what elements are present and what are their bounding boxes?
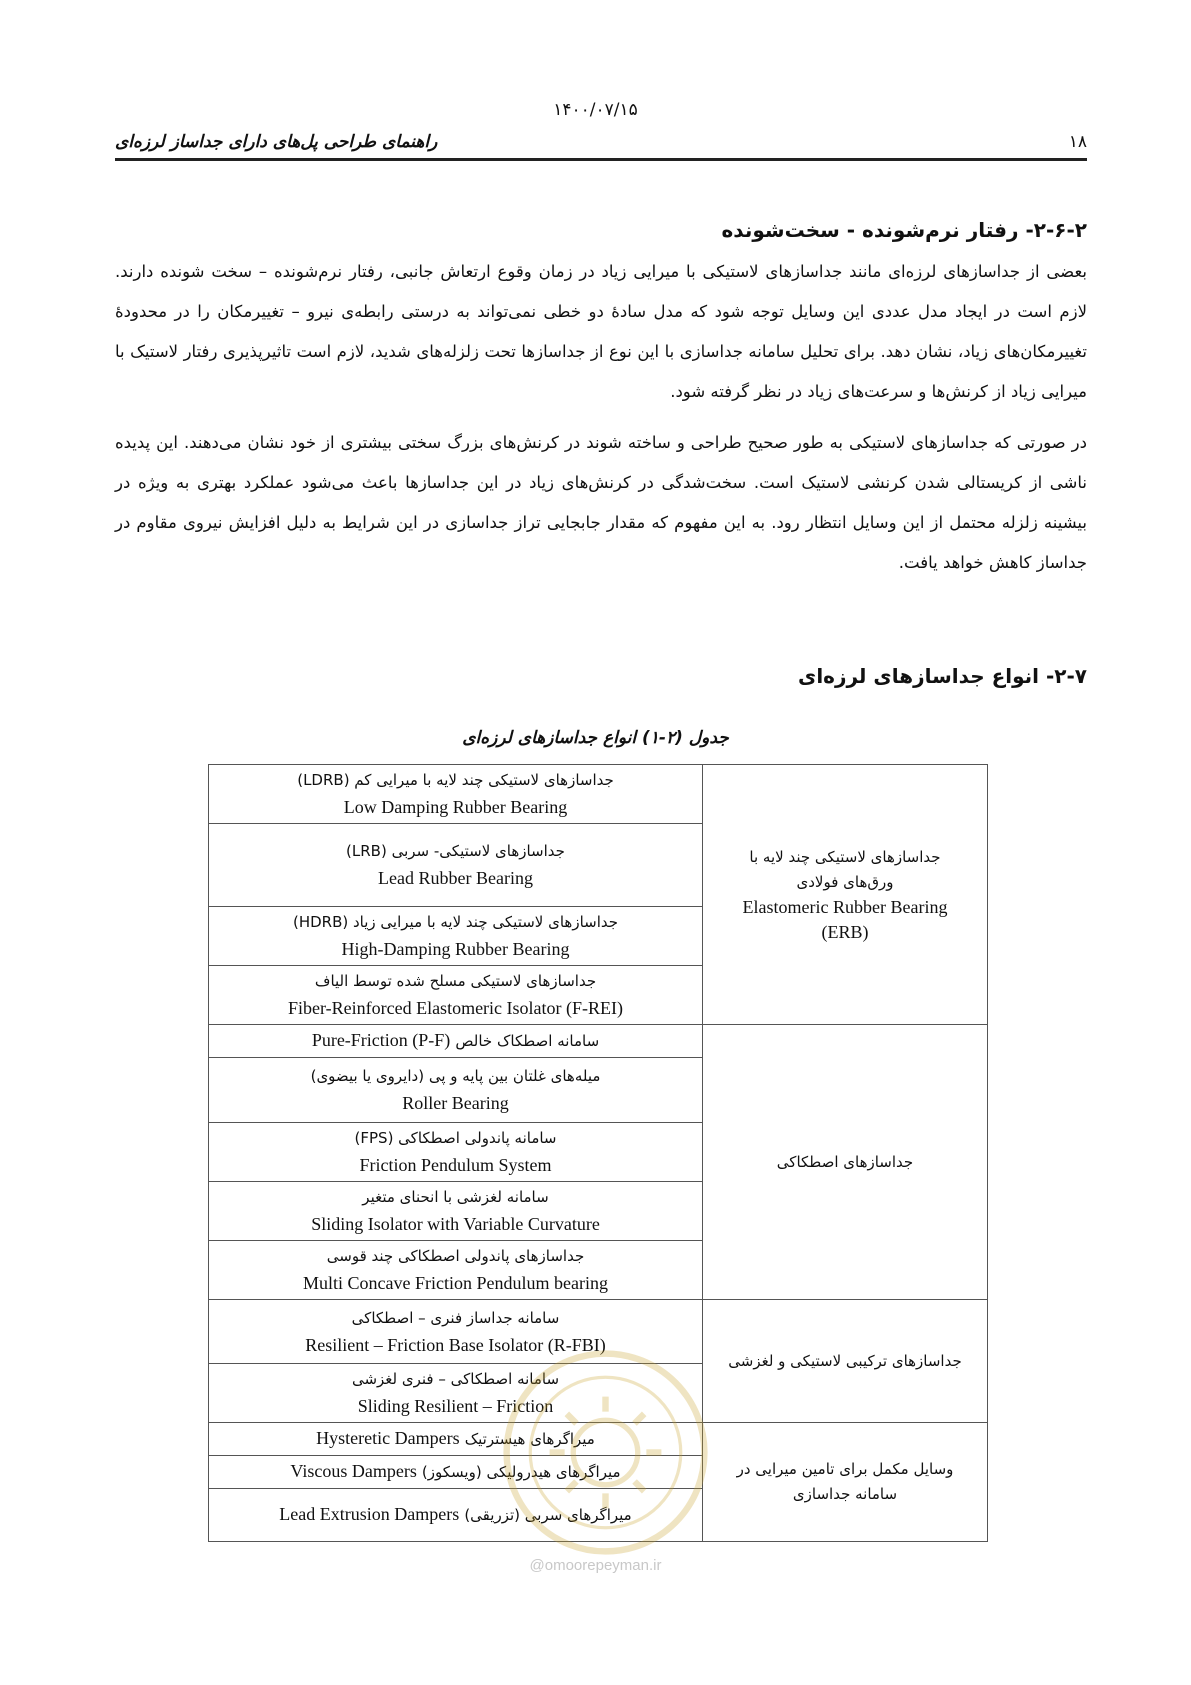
type-cell: [209, 1423, 703, 1456]
category-label-fa: جداسازهای ترکیبی لاستیکی و لغزشی: [728, 1351, 962, 1370]
type-cell: [209, 966, 703, 1025]
category-label-fa: ورق‌های فولادی: [796, 872, 894, 891]
table-row: [209, 1423, 988, 1456]
type-label-en: Pure-Friction (P-F): [311, 1030, 451, 1050]
category-cell-erb: [703, 765, 988, 1025]
type-cell: [209, 1025, 703, 1058]
section-heading-2-6-2: ۲-۶-۲- رفتار نرم‌شونده - سخت‌شونده: [721, 218, 1087, 242]
table-row: [209, 1300, 988, 1364]
type-label-en: Multi Concave Friction Pendulum bearing: [303, 1273, 608, 1293]
type-cell: [209, 1364, 703, 1423]
type-label-en: Resilient – Friction Base Isolator (R-FBI): [305, 1334, 606, 1355]
book-title: راهنمای طراحی پل‌های دارای جداساز لرزه‌ای: [115, 132, 438, 152]
type-cell: [209, 1489, 703, 1542]
type-label-fa: میراگرهای هیدرولیکی (ویسکوز): [421, 1463, 621, 1481]
type-label-fa: میراگرهای هیسترتیک: [464, 1430, 595, 1448]
type-label-en: Lead Extrusion Dampers: [279, 1504, 460, 1524]
category-cell-dampers: [703, 1423, 988, 1542]
type-label-en: Lead Rubber Bearing: [378, 868, 533, 888]
category-label-fa: جداسازهای لاستیکی چند لایه با: [749, 847, 941, 866]
category-label-en: Elastomeric Rubber Bearing: [742, 896, 948, 917]
table-row: [209, 1025, 988, 1058]
paragraph-strain-crystallization: در صورتی که جداسازهای لاستیکی به طور صحیح طراحی و ساخته شوند در کرنش‌های بزرگ سختی بیشتری از خود نشان می‌دهند. این پدیده ناشی از کریستالی شدن کرنشی لاستیک است. سخت‌شدگی در کرنش‌های زیاد در این جداسازها باعث می‌شود عملکرد بهتری به ویژه در بیشینه زلزله محتمل از این وسایل انتظار رود. به این مفهوم که مقدار جابجایی تراز جداسازی در این شرایط به دلیل افزایش نیروی مقاوم در جداساز کاهش خواهد یافت.: [115, 433, 1087, 572]
paragraph-softening-hardening: بعضی از جداسازهای لرزه‌ای مانند جداسازهای لاستیکی با میرایی زیاد در زمان وقوع ارتعاش جانبی، رفتار نرم‌شونده – سخت شونده دارند. لازم است در ایجاد مدل عددی این وسایل توجه شود که مدل سادهٔ دو خطی نمی‌تواند به درستی رابطه‌ی نیرو – تغییرمکان را در محدودهٔ تغییرمکان‌های زیاد، نشان دهد. برای تحلیل سامانه جداسازی با این نوع از جداسازها تحت زلزله‌های شدید، لازم است تاثیرپذیری رفتار لاستیک با میرایی زیاد از کرنش‌ها و سرعت‌های زیاد در نظر گرفته شود.: [115, 262, 1087, 401]
type-label-en: Friction Pendulum System: [359, 1155, 552, 1175]
table-caption: جدول (۲-۱) انواع جداسازهای لرزه‌ای: [462, 728, 729, 748]
category-label-fa: سامانه جداسازی: [792, 1485, 898, 1503]
type-label-en: High-Damping Rubber Bearing: [341, 939, 570, 959]
type-label-fa: سامانه جداساز فنری – اصطکاکی: [351, 1308, 560, 1327]
type-label-fa: جداسازهای لاستیکی چند لایه با میرایی زیاد (HDRB): [292, 913, 619, 931]
page-number: ۱۸: [1068, 132, 1087, 152]
type-cell: [209, 1123, 703, 1182]
type-cell: [209, 1058, 703, 1123]
type-label-fa: سامانه لغزشی با انحنای متغیر: [362, 1188, 549, 1206]
category-label-fa: وسایل مکمل برای تامین میرایی در: [736, 1460, 954, 1478]
section-heading-2-7: ۲-۷- انواع جداسازهای لرزه‌ای: [797, 664, 1087, 688]
type-label-en: Hysteretic Dampers: [316, 1428, 460, 1448]
category-label-en: (ERB): [821, 921, 869, 942]
type-cell: [209, 765, 703, 824]
watermark-site-text: @omoorepeyman.ir: [529, 1557, 662, 1574]
type-label-en: Fiber-Reinforced Elastomeric Isolator (F-REI): [287, 998, 624, 1018]
type-label-en: Low Damping Rubber Bearing: [343, 797, 568, 817]
type-cell: [209, 1456, 703, 1489]
type-label-en: Sliding Resilient – Friction: [357, 1396, 554, 1416]
type-label-fa: میراگرهای سربی (تزریقی): [464, 1506, 632, 1524]
category-cell-hybrid: [703, 1300, 988, 1423]
document-date: ۱۴۰۰/۰۷/۱۵: [553, 100, 638, 120]
type-label-en: Viscous Dampers: [290, 1461, 417, 1481]
type-cell: [209, 1182, 703, 1241]
table-row: [209, 765, 988, 824]
running-header: [115, 128, 1087, 161]
type-label-fa: جداسازهای لاستیکی چند لایه با میرایی کم (LDRB): [297, 771, 614, 789]
type-label-fa: میله‌های غلتان بین پایه و پی (دایروی یا بیضوی): [310, 1067, 601, 1085]
category-cell-friction: [703, 1025, 988, 1300]
type-label-fa: سامانه اصطکاک خالص: [455, 1032, 600, 1050]
type-label-en: Sliding Isolator with Variable Curvature: [311, 1214, 600, 1234]
type-cell: [209, 824, 703, 907]
type-label-fa: سامانه اصطکاکی – فنری لغزشی: [351, 1370, 560, 1388]
type-cell: [209, 1300, 703, 1364]
type-cell: [209, 907, 703, 966]
type-label-fa: جداسازهای لاستیکی- سربی (LRB): [346, 842, 565, 860]
category-label-fa: جداسازهای اصطکاکی: [776, 1152, 914, 1171]
type-label-fa: جداسازهای پاندولی اصطکاکی چند قوسی: [326, 1247, 585, 1265]
type-label-en: Roller Bearing: [402, 1093, 509, 1113]
type-label-fa: سامانه پاندولی اصطکاکی (FPS): [354, 1129, 557, 1147]
type-label-fa: جداسازهای لاستیکی مسلح شده توسط الیاف: [314, 972, 597, 990]
isolator-types-table: [208, 764, 988, 1542]
type-cell: [209, 1241, 703, 1300]
